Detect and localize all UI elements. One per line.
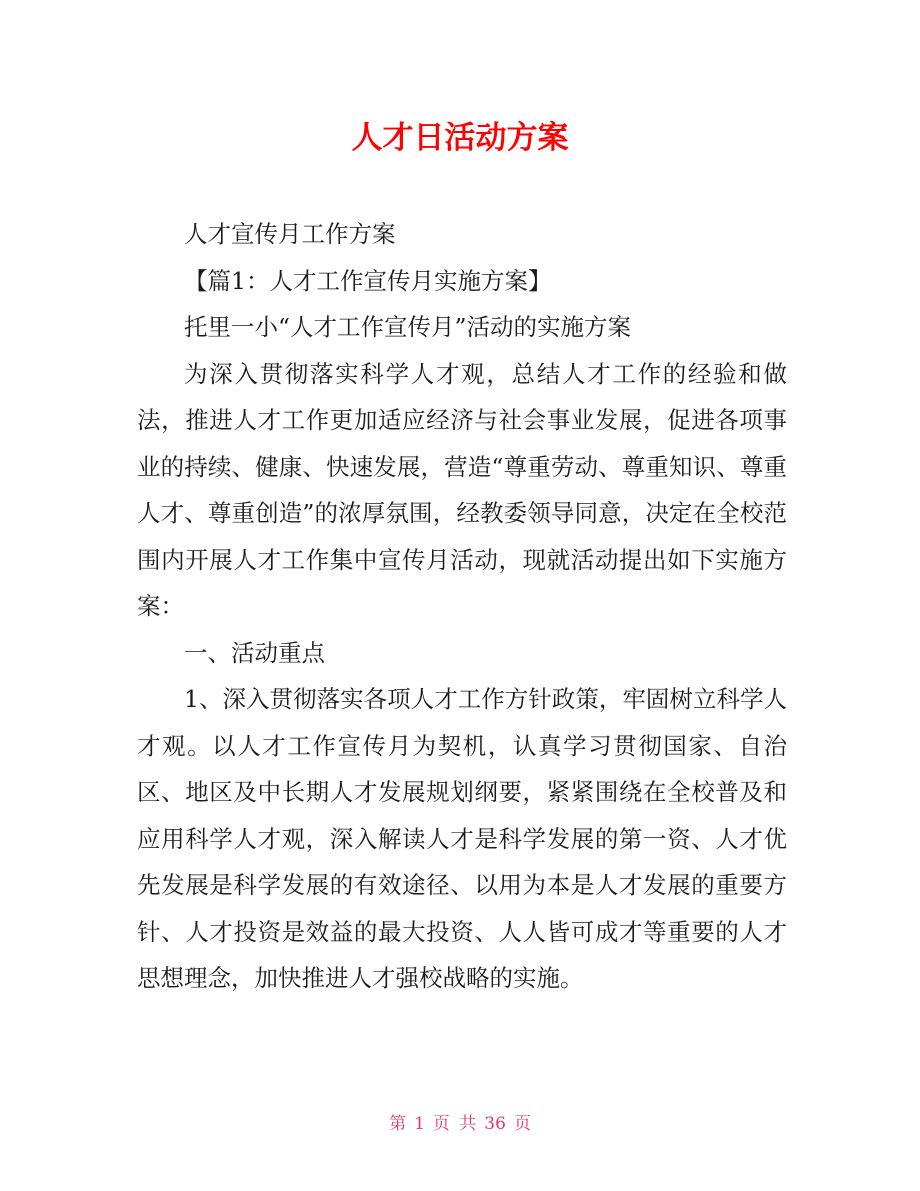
footer-total-pages: 36: [484, 1114, 506, 1134]
paragraph-point-1: 1、深入贯彻落实各项人才工作方针政策，牢固树立科学人才观。以人才工作宣传月为契机，认真学习贯彻国家、自治区、地区及中长期人才发展规划纲要，紧紧围绕在全校普及和应用科学人才观，深入解读人才是科学发展的第一资、人才优先发展是科学发展的有效途径、以用为本是人才发展的重要方针、人才投资是效益的最大投资、人人皆可成才等重要的人才思想理念，加快推进人才强校战略的实施。: [137, 685, 787, 992]
paragraph-section-heading: 一、活动重点: [184, 638, 325, 667]
document-body: [137, 211, 787, 1002]
document-title: 人才日活动方案: [351, 120, 569, 156]
paragraph-subtitle: 人才宣传月工作方案: [184, 220, 396, 248]
paragraph-chapter-heading: 【篇1：人才工作宣传月实施方案】: [184, 266, 552, 295]
footer-current-page: 1: [414, 1114, 425, 1134]
footer-label-of: 页 共: [432, 1114, 477, 1134]
paragraph-intro: 为深入贯彻落实科学人才观，总结人才工作的经验和做法，推进人才工作更加适应经济与社会事业发展，促进各项事业的持续、健康、快速发展，营造“尊重劳动、尊重知识、尊重人才、尊重创造”的浓厚氛围，经教委领导同意，决定在全校范围内开展人才工作集中宣传月活动，现就活动提出如下实施方案：: [137, 359, 787, 620]
footer-label-page: 第: [389, 1114, 407, 1134]
footer-label-pages: 页: [513, 1114, 531, 1134]
paragraph-plan-title: 托里一小“人才工作宣传月”活动的实施方案: [184, 313, 632, 341]
page-footer: [0, 1112, 920, 1136]
